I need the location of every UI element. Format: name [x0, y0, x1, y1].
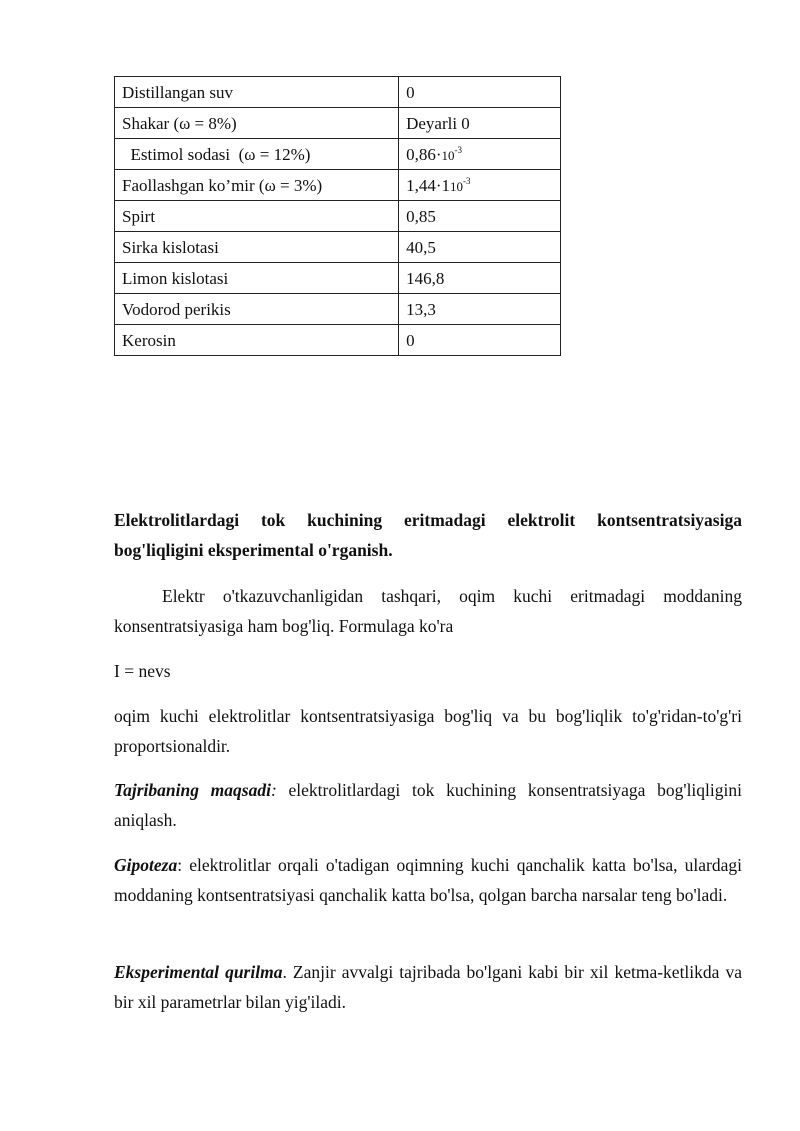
- conductivity-table: [114, 76, 561, 356]
- table-cell-value: 0,85: [399, 201, 561, 232]
- table-cell-substance: Faollashgan ko’mir (ω = 3%): [115, 170, 399, 201]
- table-row: [115, 77, 561, 108]
- proportionality-paragraph: oqim kuchi elektrolitlar kontsentratsiyasiga bog'liq va bu bog'liqlik to'g'ridan-to'g'ri proportsionaldir.: [114, 706, 742, 756]
- table-row: [115, 170, 561, 201]
- table-cell-value: 40,5: [399, 232, 561, 263]
- table-cell-substance: Spirt: [115, 201, 399, 232]
- table-cell-value: 0: [399, 77, 561, 108]
- setup-text: . Zanjir avvalgi tajribada bo'lgani kabi bir xil ketma-ketlikda va bir xil parametrlar bilan yig'iladi.: [114, 962, 742, 1012]
- table-row: [115, 201, 561, 232]
- table-cell-substance: Distillangan suv: [115, 77, 399, 108]
- value-exponent: -3: [463, 175, 471, 186]
- table-cell-substance: Estimol sodasi (ω = 12%): [115, 139, 399, 170]
- table-cell-substance: Sirka kislotasi: [115, 232, 399, 263]
- formula-line: I = nevs: [114, 661, 171, 681]
- table-cell-value: 13,3: [399, 294, 561, 325]
- hypothesis-paragraph: [114, 850, 742, 910]
- goal-colon: :: [270, 780, 277, 800]
- table-cell-value: 0: [399, 325, 561, 356]
- table-cell-value: Deyarli 0: [399, 108, 561, 139]
- goal-paragraph: [114, 775, 742, 835]
- goal-text: elektrolitlardagi tok kuchining konsentratsiyaga bog'liqligini aniqlash.: [114, 780, 742, 830]
- setup-label: Eksperimental qurilma: [114, 962, 283, 982]
- table-cell-value: [399, 170, 561, 201]
- value-mantissa: 0,86·: [406, 144, 442, 164]
- table-cell-substance: Kerosin: [115, 325, 399, 356]
- table-row: [115, 232, 561, 263]
- value-exponent: -3: [454, 144, 462, 155]
- hypothesis-text: : elektrolitlar orqali o'tadigan oqimning kuchi qanchalik katta bo'lsa, ulardagi moddaning kontsentratsiyasi qanchalik katta bo'lsa, qolgan barcha narsalar teng bo'ladi.: [114, 855, 742, 905]
- value-base: 10: [450, 178, 463, 194]
- table-row: [115, 263, 561, 294]
- section-heading: Elektrolitlardagi tok kuchining eritmadagi elektrolit kontsentratsiyasiga bog'liqligini eksperimental o'rganish.: [114, 510, 742, 560]
- table-cell-substance: Vodorod perikis: [115, 294, 399, 325]
- table-row: [115, 108, 561, 139]
- table-cell-substance: Shakar (ω = 8%): [115, 108, 399, 139]
- table-cell-value: [399, 139, 561, 170]
- table-row: [115, 325, 561, 356]
- value-mantissa: 1,44·1: [406, 175, 450, 195]
- table-cell-substance: Limon kislotasi: [115, 263, 399, 294]
- goal-label: Tajribaning maqsadi: [114, 780, 271, 800]
- hypothesis-label: Gipoteza: [114, 855, 178, 875]
- value-base: 10: [441, 147, 455, 163]
- setup-paragraph: [114, 957, 742, 1017]
- intro-paragraph: Elektr o'tkazuvchanligidan tashqari, oqim kuchi eritmadagi moddaning konsentratsiyasiga ham bog'liq. Formulaga ko'ra: [114, 586, 742, 636]
- table-row: [115, 139, 561, 170]
- table-row: [115, 294, 561, 325]
- table-cell-value: 146,8: [399, 263, 561, 294]
